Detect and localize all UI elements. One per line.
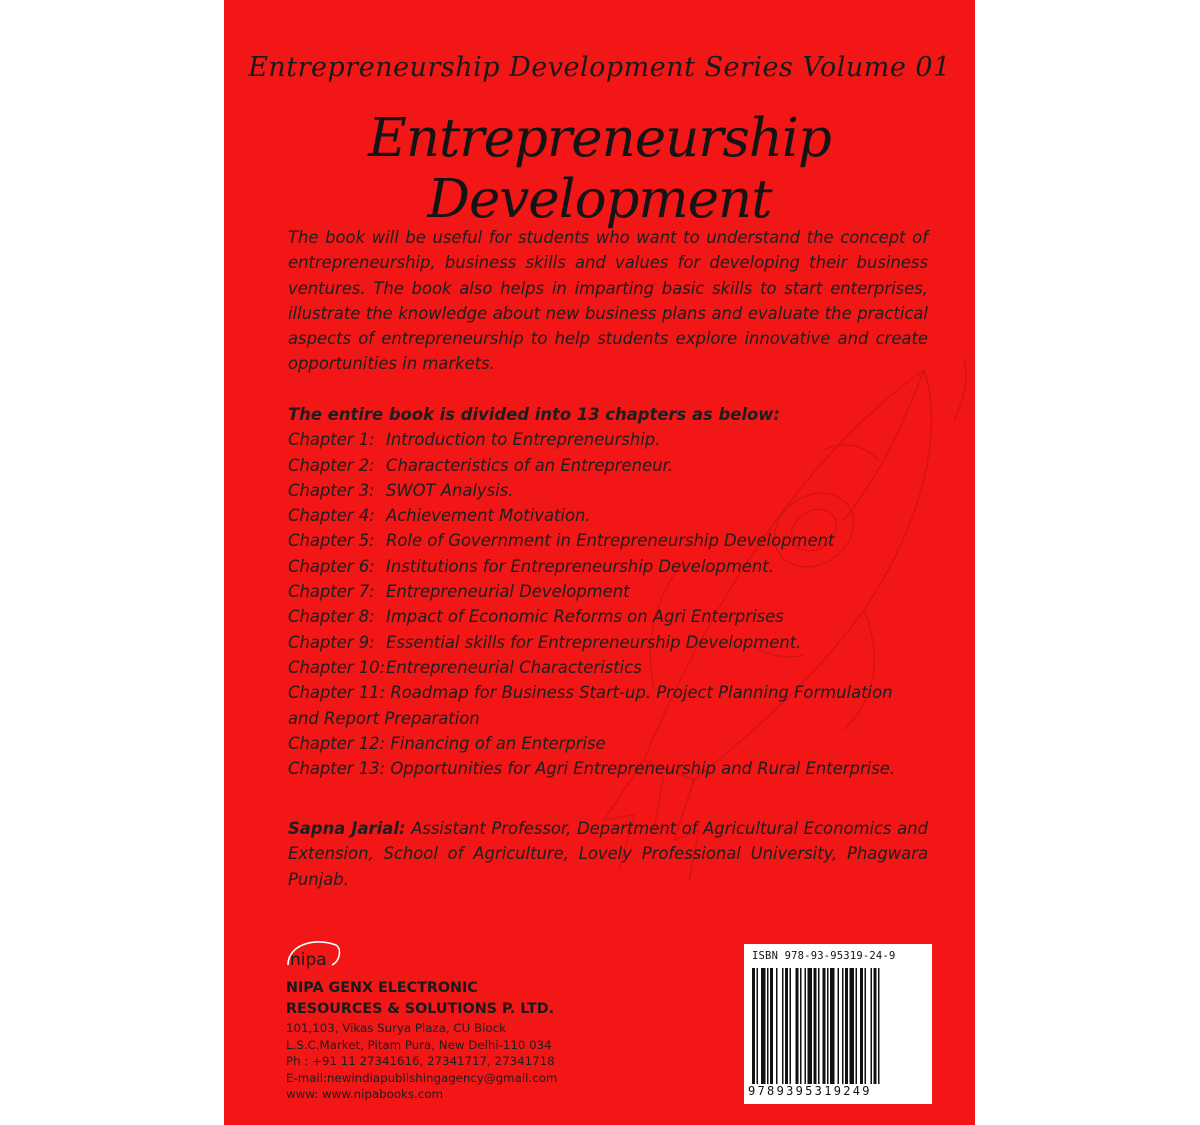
chapter-title: Entrepreneurial Characteristics: [386, 657, 642, 677]
chapter-item: [288, 528, 928, 553]
chapter-item: [288, 655, 928, 680]
series-subtitle: Entrepreneurship Development Series Volume 01: [248, 52, 951, 83]
barcode-bar: [842, 968, 844, 1084]
address-line: E-mail:newindiapublishingagency@gmail.com: [286, 1070, 558, 1085]
publisher-address: [286, 1020, 686, 1103]
chapter-number: Chapter 3:: [288, 480, 375, 500]
author-info: [288, 816, 928, 892]
publisher-name: [286, 978, 686, 1019]
nipa-logo: [284, 935, 344, 973]
barcode-bar: [860, 968, 863, 1084]
barcode-bar: [814, 968, 817, 1084]
barcode-bar: [845, 968, 848, 1084]
address-line: www: www.nipabooks.com: [286, 1087, 443, 1102]
barcode-bar: [808, 968, 813, 1084]
barcode-bar: [785, 968, 788, 1084]
chapter-number: Chapter 8:: [288, 607, 375, 627]
address-line: Ph : +91 11 27341616, 27341717, 27341718: [286, 1054, 555, 1069]
barcode-digits: 9789395319249: [748, 1084, 872, 1098]
barcode-bar: [856, 968, 858, 1084]
address-line: 101,103, Vikas Surya Plaza, CU Block: [286, 1021, 506, 1035]
publisher-line: NIPA GENX ELECTRONIC: [286, 980, 478, 996]
barcode-bar: [823, 968, 826, 1084]
barcode-bar: [865, 968, 867, 1084]
chapter-item: [288, 503, 928, 528]
book-description: The book will be useful for students who want to understand the concept of entrepreneurship, business skills and values for developing their business ventures. The book also helps in imparting basic skills to start enterprises, illustrate the knowledge about new business plans and evaluate the practical aspects of entrepreneurship to help students explore innovative and create opportunities in markets.: [288, 228, 928, 374]
barcode-bar: [767, 968, 769, 1084]
chapter-item: [288, 680, 928, 731]
barcode-bar: [827, 968, 829, 1084]
barcode-bar: [818, 968, 820, 1084]
barcode-bar: [800, 968, 802, 1084]
chapter-item: [288, 630, 928, 655]
isbn-barcode: [744, 944, 932, 1104]
chapter-title: SWOT Analysis.: [386, 480, 514, 500]
barcode-bar: [752, 968, 755, 1084]
chapter-item: [288, 453, 928, 478]
chapter-number: Chapter 6:: [288, 556, 375, 576]
chapter-title: Opportunities for Agri Entrepreneurship and Rural Enterprise.: [390, 759, 896, 779]
chapter-title: Entrepreneurial Development: [386, 582, 630, 602]
chapter-title: Characteristics of an Entrepreneur.: [386, 455, 673, 475]
barcode-bar: [796, 968, 799, 1084]
logo-text: nipa: [290, 950, 327, 970]
chapter-number: Chapter 13:: [288, 759, 386, 779]
author-bio: Assistant Professor, Department of Agricultural Economics and Extension, School of Agriculture, Lovely Professional University, Phagwara Punjab.: [288, 819, 928, 889]
barcode-bar: [757, 968, 759, 1084]
chapter-item: [288, 478, 928, 503]
barcode-bar: [838, 968, 840, 1084]
chapter-title: Roadmap for Business Start-up. Project Planning Formulation and Report Preparation: [288, 683, 893, 728]
chapter-number: Chapter 1:: [288, 430, 375, 450]
barcode-bar: [850, 968, 855, 1084]
book-title: Entrepreneurship Development: [368, 108, 831, 230]
barcode-bar: [790, 968, 792, 1084]
isbn-label: ISBN 978-93-95319-24-9: [752, 950, 896, 962]
barcode-bar: [878, 968, 880, 1084]
chapter-item: [288, 427, 928, 452]
barcode-bar: [776, 968, 778, 1084]
chapter-item: [288, 756, 928, 781]
barcode-bar: [782, 968, 784, 1084]
barcode-bar: [805, 968, 807, 1084]
chapter-item: [288, 731, 928, 756]
barcode-bar: [770, 968, 773, 1084]
chapter-number: Chapter 11:: [288, 683, 386, 703]
chapter-number: Chapter 5:: [288, 531, 375, 551]
chapter-number: Chapter 2:: [288, 455, 375, 475]
chapter-number: Chapter 9:: [288, 632, 375, 652]
chapter-item: [288, 554, 928, 579]
chapter-item: [288, 579, 928, 604]
barcode-bar: [871, 968, 873, 1084]
chapters-heading: The entire book is divided into 13 chapters as below:: [288, 405, 780, 424]
chapter-number: Chapter 4:: [288, 506, 375, 526]
chapter-title: Essential skills for Entrepreneurship Development.: [386, 632, 802, 652]
chapter-number: Chapter 12:: [288, 733, 386, 753]
chapter-item: [288, 604, 928, 629]
chapter-number: Chapter 10:: [288, 657, 386, 677]
chapter-title: Introduction to Entrepreneurship.: [386, 430, 661, 450]
barcode-bar: [874, 968, 877, 1084]
chapter-title: Impact of Economic Reforms on Agri Enterprises: [386, 607, 784, 627]
book-back-cover: [224, 0, 975, 1125]
barcode-bar: [761, 968, 766, 1084]
chapter-number: Chapter 7:: [288, 582, 375, 602]
chapter-title: Role of Government in Entrepreneurship Development: [386, 531, 835, 551]
publisher-line: RESOURCES & SOLUTIONS P. LTD.: [286, 1000, 555, 1017]
chapter-title: Institutions for Entrepreneurship Development.: [386, 556, 774, 576]
address-line: L.S.C.Market, Pitam Pura, New Delhi-110 034: [286, 1037, 552, 1052]
barcode-bars: [750, 968, 926, 1092]
author-name: Sapna Jarial:: [288, 819, 406, 838]
barcode-bar: [830, 968, 835, 1084]
chapter-title: Achievement Motivation.: [386, 506, 591, 526]
chapter-title: Financing of an Enterprise: [390, 733, 606, 753]
chapter-list: [288, 402, 928, 781]
